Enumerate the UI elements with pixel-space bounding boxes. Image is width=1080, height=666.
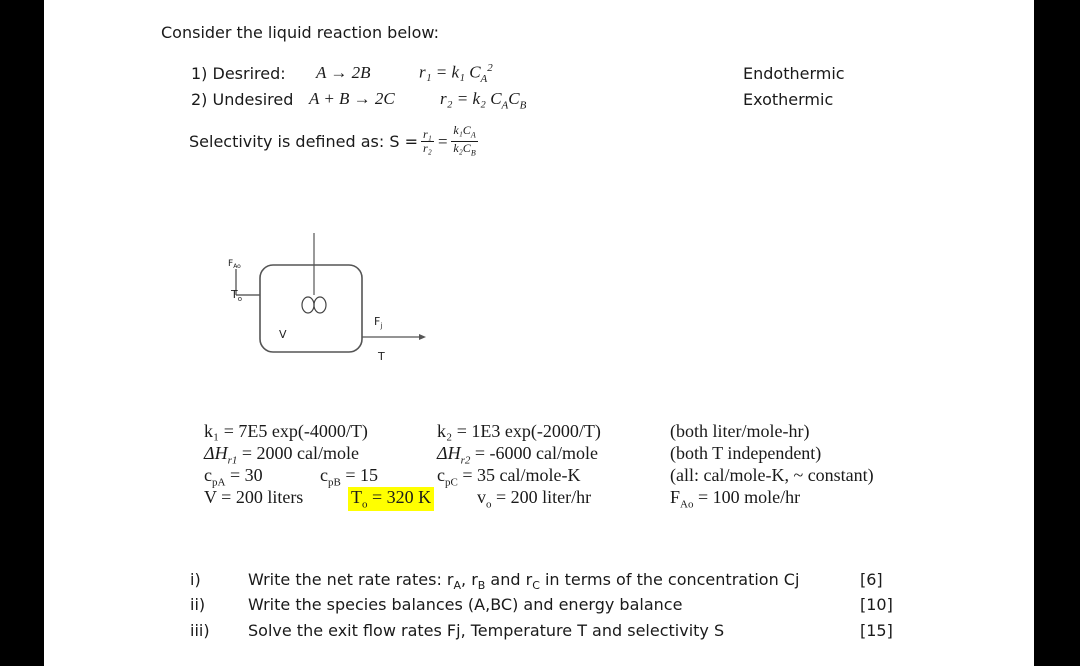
reaction-2-rate: r₂ = k₂ $C_AC_B$ [440,89,527,112]
reaction-1-label: 1) Desrired: [191,64,286,83]
question-2-number: ii) [190,595,206,614]
reaction-1-equation: A → 2B [316,63,371,82]
param-cpb: $c_{pB} = 15$ [320,465,378,489]
volume-label: V [279,328,287,341]
param-k1: k₁ = 7E5 exp(-4000/T) [204,421,368,441]
reaction-2-label: 2) Undesired [191,90,294,109]
question-2-text: Write the species balances (A,BC) and energy balance [248,595,683,614]
param-dh2: $\Delta H_{r2} = -6000$ cal/mole [437,443,598,467]
outlet-arrow-icon [419,334,426,340]
question-1-text: Write the net rate rates: $r_A$, $r_B$ and $r_C$ in terms of the concentration Cj [248,570,800,593]
param-cpa: $c_{pA} = 30$ [204,465,263,489]
reaction-2-equation: A + B → 2C [309,89,395,108]
param-k2: k₂ = 1E3 exp(-2000/T) [437,421,601,441]
param-units-k: (both liter/mole-hr) [670,421,810,441]
param-units-t: (both T independent) [670,443,822,463]
question-3-text: Solve the exit flow rates Fj, Temperature T and selectivity S [248,621,725,640]
question-1-points: [6] [860,570,883,589]
impeller-blade-right [314,297,326,313]
param-fa0: $F_{Ao} = 100$ mole/hr [670,487,801,511]
feed-label: $F_{Ao}$ [228,259,241,270]
exit-flow-label: $F_j$ [374,315,383,330]
exit-temperature-label: T [378,350,385,363]
param-dh1: $\Delta H_{r1} = 2000$ cal/mole [204,443,359,467]
param-volume: V = 200 liters [204,487,304,507]
selectivity-fraction-2: $\frac{k_1C_A}{k_2C_B}$ [453,123,476,158]
question-3-points: [15] [860,621,893,640]
param-cpc: $c_{pC} = 35$ cal/mole-K [437,465,581,489]
question-2-points: [10] [860,595,893,614]
impeller-blade-left [302,297,314,313]
reaction-1-type: Endothermic [743,64,845,83]
cstr-diagram [184,225,484,375]
selectivity-definition: Selectivity is defined as: S = $\frac{\text{r₁}}{\text{r₂}}$ = $\frac{k_1C_A}{k_2C_B}$ [189,123,476,158]
reaction-1-rate: r₁ = k₁ $C_A^2$ [419,62,493,86]
param-t0-highlighted: $T_o = 320$ K [348,487,434,511]
reactor-vessel [260,265,362,352]
inlet-temperature-label: $T_o$ [231,288,243,303]
question-1-number: i) [190,570,201,589]
param-units-cp: (all: cal/mole-K, ~ constant) [670,465,874,485]
document-page [44,0,1034,666]
selectivity-fraction-1: $\frac{\text{r₁}}{\text{r₂}}$ [422,127,432,156]
reaction-2-type: Exothermic [743,90,834,109]
param-v0: $v_o = 200$ liter/hr [477,487,592,511]
intro-text: Consider the liquid reaction below: [161,23,440,42]
question-3-number: iii) [190,621,210,640]
